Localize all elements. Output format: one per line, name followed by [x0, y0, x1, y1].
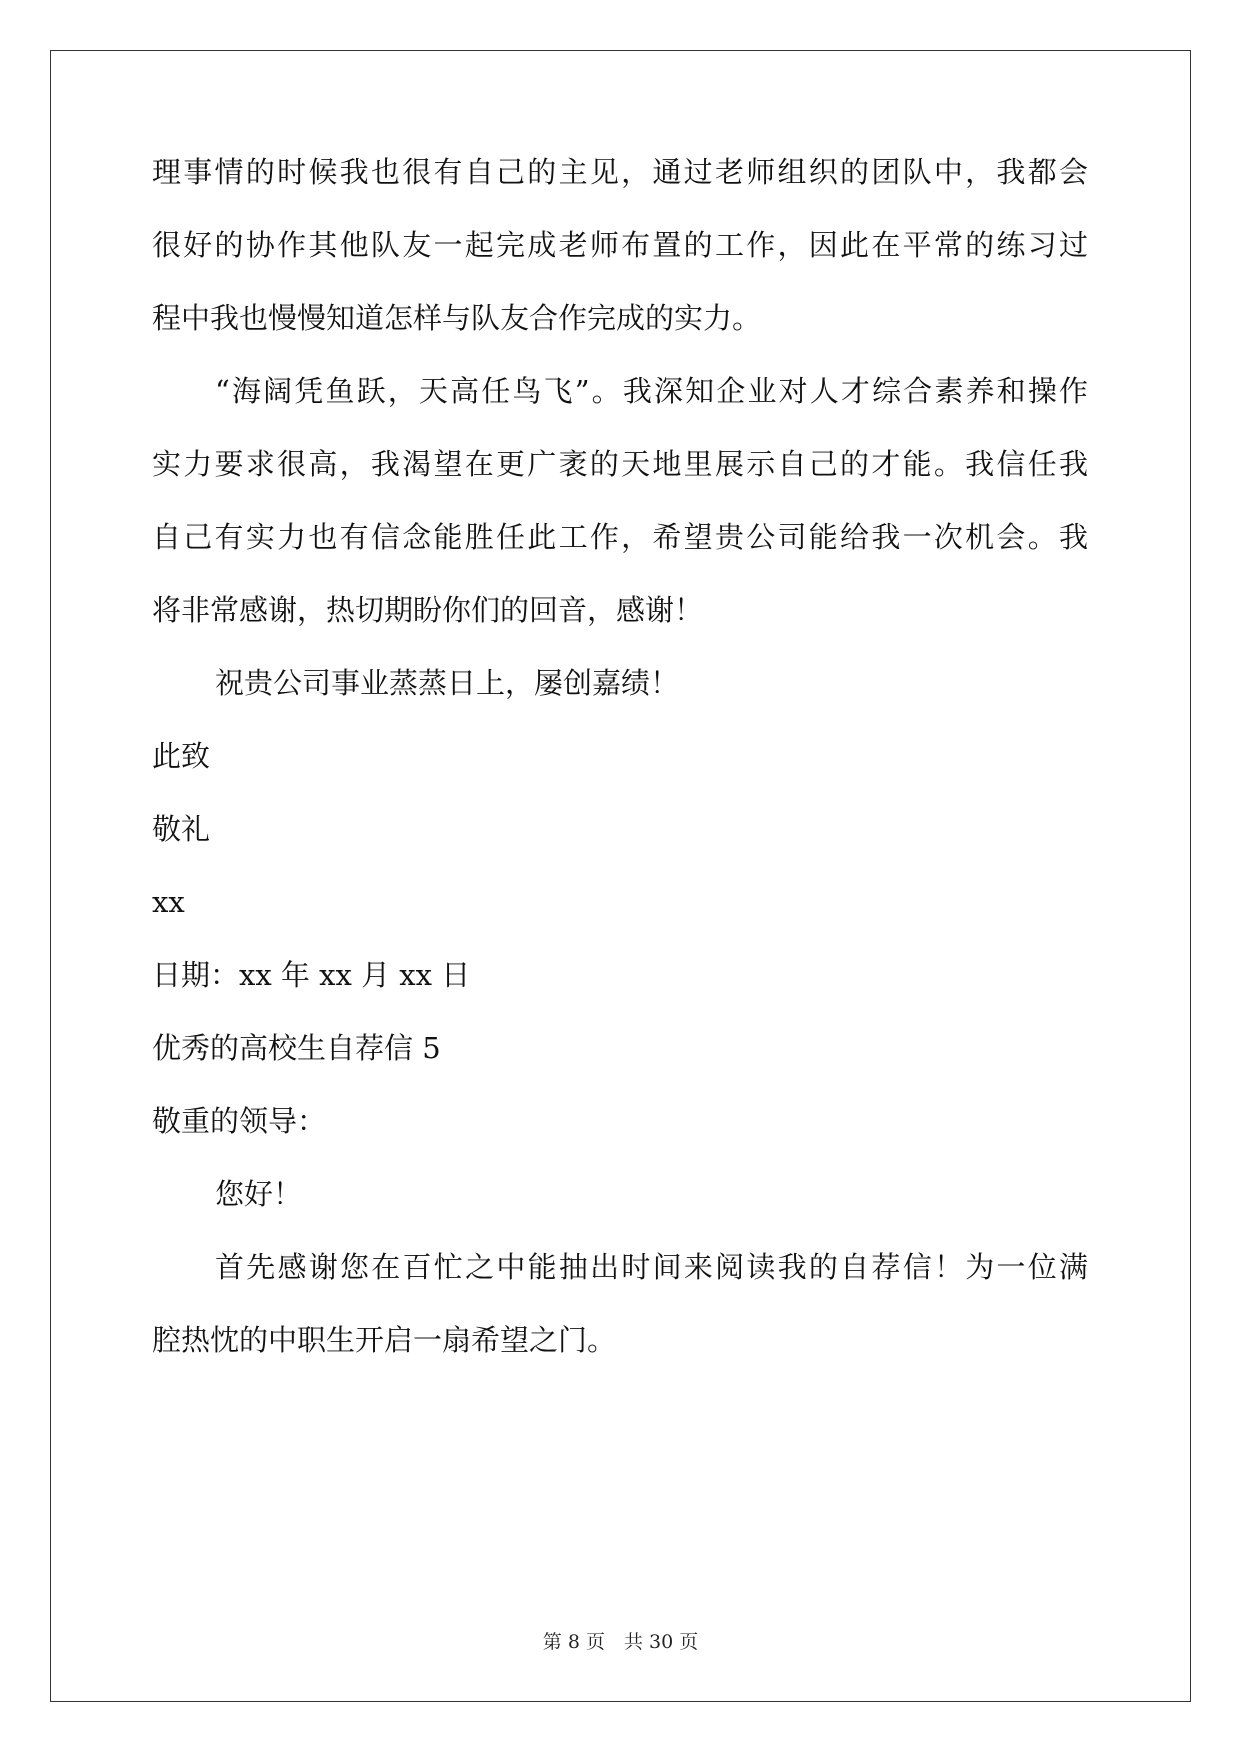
text-line: 很好的协作其他队友一起完成老师布置的工作，因此在平常的练习过 — [152, 228, 1088, 262]
text-line: 将非常感谢，热切期盼你们的回音，感谢！ — [152, 593, 704, 627]
text-line: 实力要求很高，我渴望在更广袤的天地里展示自己的才能。我信任我 — [152, 447, 1088, 481]
closing-salutation: 此致 — [152, 739, 211, 773]
signature-name: xx — [152, 885, 185, 919]
text-line: “海阔凭鱼跃，天高任鸟飞”。我深知企业对人才综合素养和操作 — [215, 374, 1088, 408]
text-line: 祝贵公司事业蒸蒸日上，屡创嘉绩！ — [215, 666, 680, 700]
date-line: 日期：xx 年 xx 月 xx 日 — [152, 958, 471, 992]
greeting-addressee: 敬重的领导： — [152, 1104, 327, 1138]
text-line: 自己有实力也有信念能胜任此工作，希望贵公司能给我一次机会。我 — [152, 520, 1088, 554]
closing-regards: 敬礼 — [152, 812, 211, 846]
text-line: 程中我也慢慢知道怎样与队友合作完成的实力。 — [152, 301, 762, 335]
text-line: 首先感谢您在百忙之中能抽出时间来阅读我的自荐信！为一位满 — [215, 1250, 1088, 1284]
section-title: 优秀的高校生自荐信 5 — [152, 1031, 441, 1065]
greeting: 您好！ — [215, 1177, 303, 1211]
text-line: 理事情的时候我也很有自己的主见，通过老师组织的团队中，我都会 — [152, 155, 1088, 189]
text-line: 腔热忱的中职生开启一扇希望之门。 — [152, 1323, 617, 1357]
page-number-footer: 第 8 页 共 30 页 — [542, 1631, 699, 1653]
